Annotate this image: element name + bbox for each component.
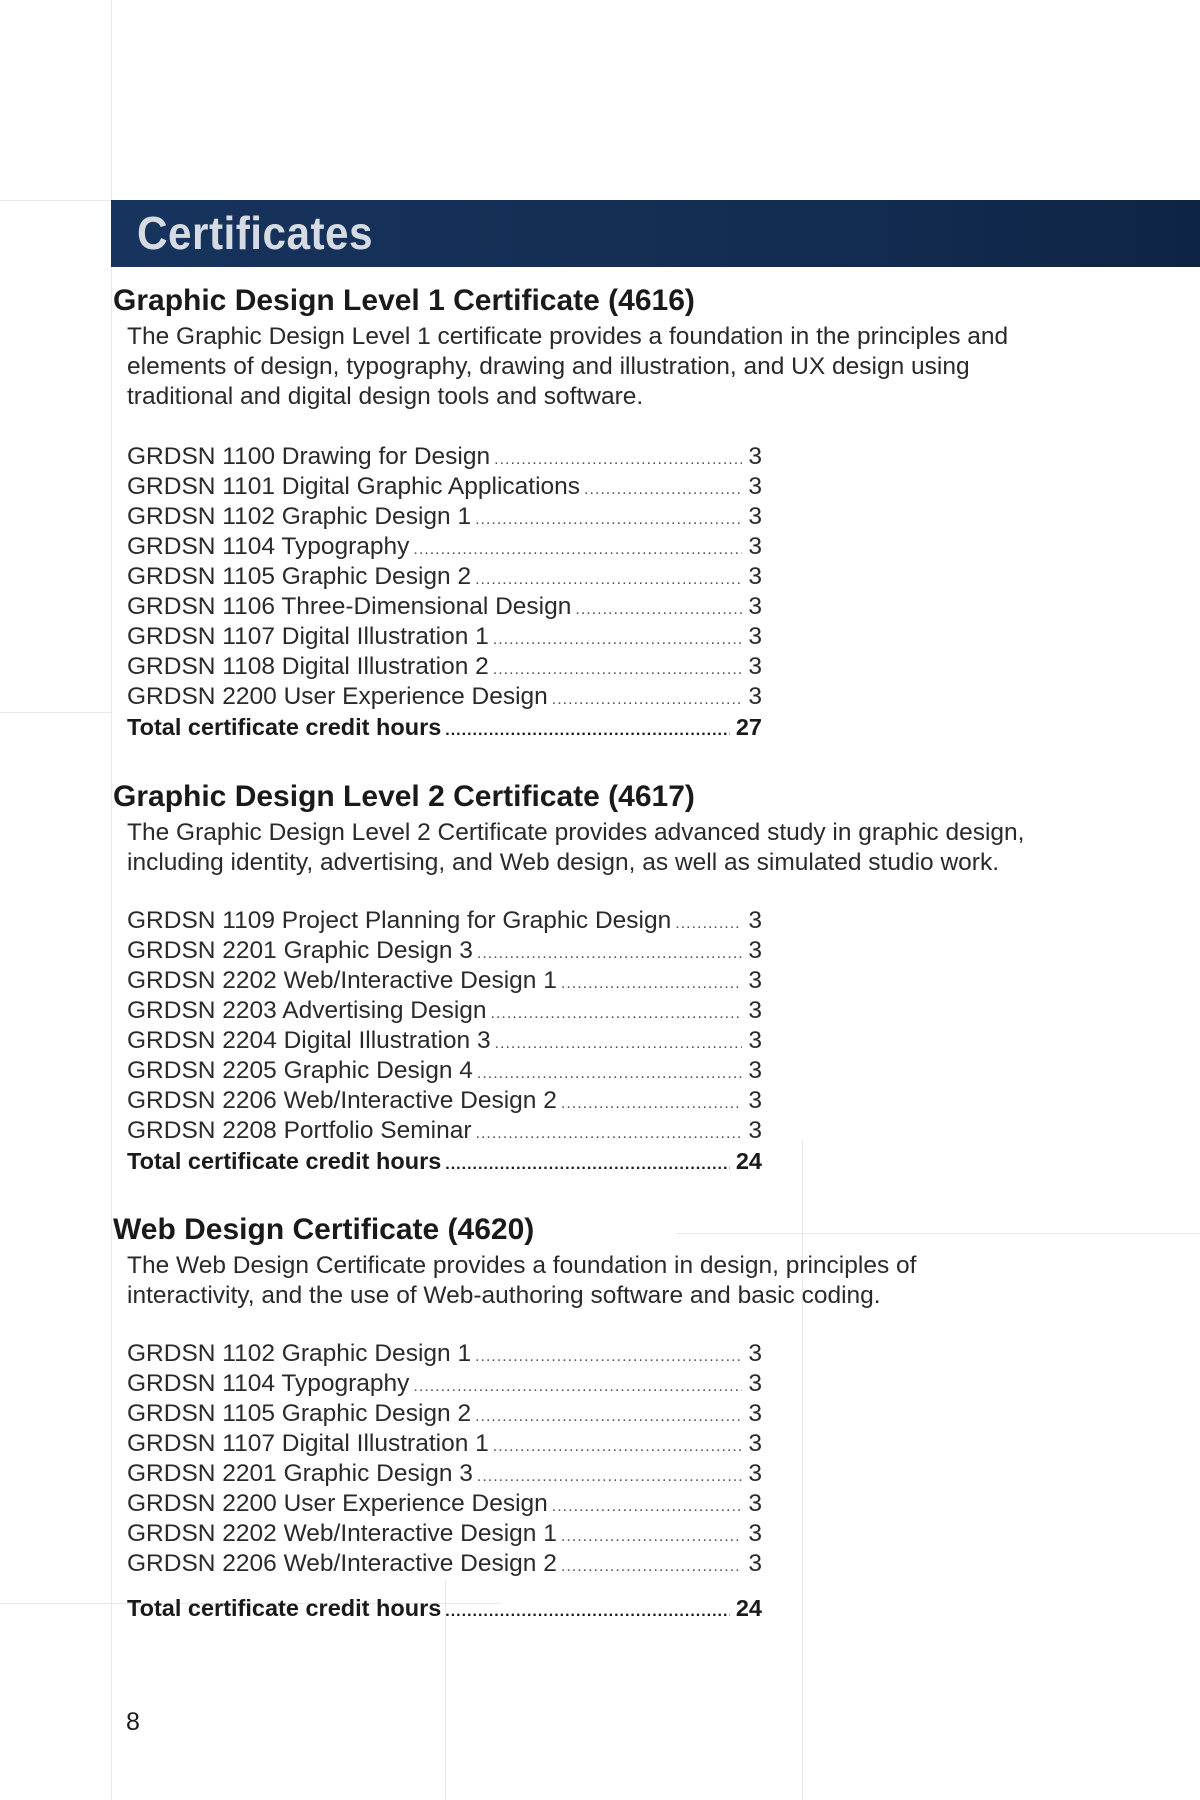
total-credits: 27 <box>735 714 762 740</box>
course-credits: 3 <box>748 653 762 680</box>
course-name: GRDSN 2202 Web/Interactive Design 1 <box>127 1520 557 1547</box>
page-title: Certificates <box>137 207 374 259</box>
course-credits: 3 <box>748 443 762 470</box>
course-name: GRDSN 2201 Graphic Design 3 <box>127 937 473 964</box>
course-name: GRDSN 2202 Web/Interactive Design 1 <box>127 967 557 994</box>
course-credits: 3 <box>748 563 762 590</box>
section-description: The Graphic Design Level 1 certificate provides a foundation in the principles and elements of design, typography, drawing and illustration, and UX design using traditional and digital design tools and software. <box>127 323 1009 410</box>
section-title: Graphic Design Level 1 Certificate (4616) <box>113 284 695 317</box>
course-name: GRDSN 1102 Graphic Design 1 <box>127 1340 472 1367</box>
course-row <box>127 1086 762 1116</box>
course-credits: 3 <box>748 623 762 650</box>
total-row <box>127 1146 762 1176</box>
total-label: Total certificate credit hours <box>127 1595 442 1621</box>
guide-line <box>0 712 111 713</box>
course-row <box>127 1519 762 1549</box>
course-credits: 3 <box>748 473 762 500</box>
course-credits: 3 <box>748 1340 762 1367</box>
course-credits: 3 <box>748 683 762 710</box>
course-name: GRDSN 1107 Digital Illustration 1 <box>127 623 489 650</box>
course-credits: 3 <box>748 1117 762 1144</box>
course-row <box>127 472 762 502</box>
page-number: 8 <box>126 1708 140 1736</box>
course-credits: 3 <box>748 593 762 620</box>
course-list <box>127 442 1113 742</box>
course-name: GRDSN 1107 Digital Illustration 1 <box>127 1430 489 1457</box>
course-name: GRDSN 2200 User Experience Design <box>127 1490 548 1517</box>
course-credits: 3 <box>748 1550 762 1577</box>
guide-line <box>111 0 112 1800</box>
course-name: GRDSN 2206 Web/Interactive Design 2 <box>127 1550 557 1577</box>
course-row <box>127 1026 762 1056</box>
course-credits: 3 <box>748 1430 762 1457</box>
course-credits: 3 <box>748 533 762 560</box>
course-name: GRDSN 2200 User Experience Design <box>127 683 548 710</box>
course-credits: 3 <box>748 503 762 530</box>
course-name: GRDSN 1105 Graphic Design 2 <box>127 563 472 590</box>
course-name: GRDSN 1102 Graphic Design 1 <box>127 503 472 530</box>
course-name: GRDSN 2201 Graphic Design 3 <box>127 1460 473 1487</box>
course-credits: 3 <box>748 1490 762 1517</box>
section-title: Graphic Design Level 2 Certificate (4617) <box>113 780 695 813</box>
course-row <box>127 1489 762 1519</box>
course-credits: 3 <box>748 907 762 934</box>
course-row <box>127 442 762 472</box>
course-credits: 3 <box>748 1027 762 1054</box>
guide-line <box>0 200 111 201</box>
course-name: GRDSN 1106 Three-Dimensional Design <box>127 593 572 620</box>
course-credits: 3 <box>748 1460 762 1487</box>
course-credits: 3 <box>748 1087 762 1114</box>
course-list <box>127 1339 1113 1623</box>
header-banner <box>111 200 1200 267</box>
section-description: The Web Design Certificate provides a foundation in design, principles of interactivity, and the use of Web-authoring software and basic coding. <box>127 1252 917 1309</box>
course-row <box>127 936 762 966</box>
course-name: GRDSN 1104 Typography <box>127 1370 410 1397</box>
course-row <box>127 1339 762 1369</box>
certificate-section <box>113 1213 1113 1623</box>
total-row <box>127 1593 762 1623</box>
course-row <box>127 682 762 712</box>
course-name: GRDSN 2208 Portfolio Seminar <box>127 1117 472 1144</box>
course-name: GRDSN 2204 Digital Illustration 3 <box>127 1027 491 1054</box>
total-row <box>127 712 762 742</box>
total-label: Total certificate credit hours <box>127 1148 442 1174</box>
course-credits: 3 <box>748 1370 762 1397</box>
course-row <box>127 1056 762 1086</box>
certificate-section <box>113 284 1113 742</box>
course-row <box>127 906 762 936</box>
course-row <box>127 652 762 682</box>
section-description: The Graphic Design Level 2 Certificate provides advanced study in graphic design, including identity, advertising, and Web design, as well as simulated studio work. <box>127 819 1025 876</box>
course-name: GRDSN 2206 Web/Interactive Design 2 <box>127 1087 557 1114</box>
course-row <box>127 1549 762 1579</box>
course-row <box>127 1459 762 1489</box>
total-credits: 24 <box>735 1148 762 1174</box>
course-credits: 3 <box>748 967 762 994</box>
course-row <box>127 1429 762 1459</box>
course-row <box>127 1369 762 1399</box>
course-row <box>127 532 762 562</box>
course-name: GRDSN 2205 Graphic Design 4 <box>127 1057 473 1084</box>
course-name: GRDSN 1109 Project Planning for Graphic Design <box>127 907 672 934</box>
course-row <box>127 1116 762 1146</box>
course-row <box>127 622 762 652</box>
course-credits: 3 <box>748 1400 762 1427</box>
course-credits: 3 <box>748 937 762 964</box>
course-row <box>127 1399 762 1429</box>
course-name: GRDSN 1105 Graphic Design 2 <box>127 1400 472 1427</box>
total-label: Total certificate credit hours <box>127 714 442 740</box>
course-credits: 3 <box>748 997 762 1024</box>
course-name: GRDSN 2203 Advertising Design <box>127 997 487 1024</box>
certificate-section <box>113 780 1113 1176</box>
section-title: Web Design Certificate (4620) <box>113 1213 535 1246</box>
course-row <box>127 502 762 532</box>
course-name: GRDSN 1100 Drawing for Design <box>127 443 491 470</box>
course-row <box>127 966 762 996</box>
course-row <box>127 592 762 622</box>
course-credits: 3 <box>748 1520 762 1547</box>
course-row <box>127 562 762 592</box>
total-credits: 24 <box>735 1595 762 1621</box>
course-name: GRDSN 1101 Digital Graphic Applications <box>127 473 581 500</box>
course-name: GRDSN 1108 Digital Illustration 2 <box>127 653 489 680</box>
course-list <box>127 906 1113 1176</box>
course-credits: 3 <box>748 1057 762 1084</box>
course-name: GRDSN 1104 Typography <box>127 533 410 560</box>
course-row <box>127 996 762 1026</box>
